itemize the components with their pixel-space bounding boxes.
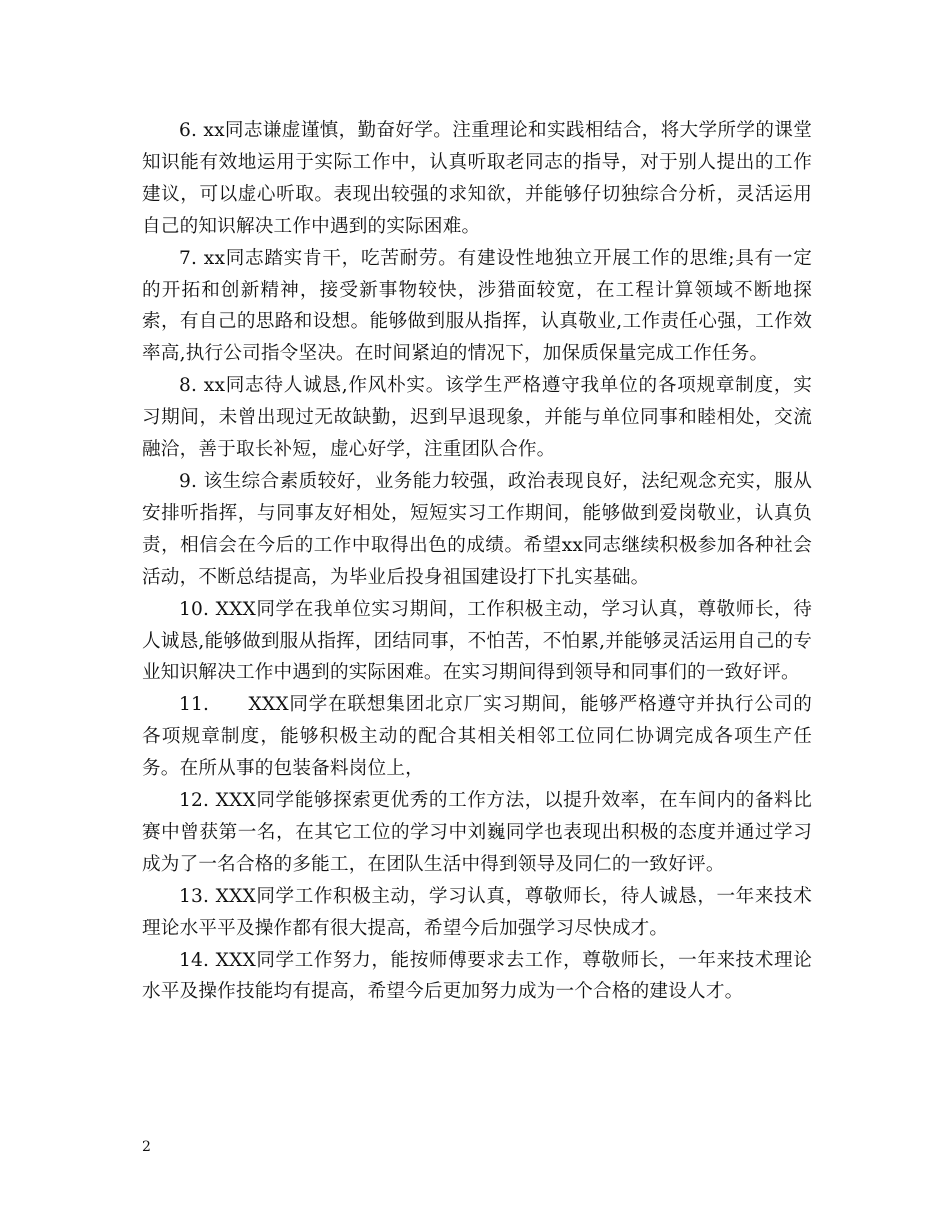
paragraph-12: 12. XXX同学能够探索更优秀的工作方法，以提升效率，在车间内的备料比赛中曾获第一名，在其它工位的学习中刘巍同学也表现出积极的态度并通过学习成为了一名合格的多能工，在团队生活中得到领导及同仁的一致好评。 — [142, 790, 812, 875]
paragraph-11: 11. XXX同学在联想集团北京厂实习期间，能够严格遵守并执行公司的各项规章制度，能够积极主动的配合其相关相邻工位同仁协调完成各项生产任务。在所从事的包装备料岗位上， — [142, 694, 812, 780]
paragraph-13: 13. XXX同学工作积极主动，学习认真，尊敬师长，待人诚恳，一年来技术理论水平平及操作都有很大提高，希望今后加强学习尽快成才。 — [142, 885, 812, 939]
page-number: 2 — [142, 1139, 151, 1155]
paragraph-14: 14. XXX同学工作努力，能按师傅要求去工作，尊敬师长，一年来技术理论水平及操作技能均有提高，希望今后更加努力成为一个合格的建设人才。 — [142, 949, 812, 1003]
paragraph-7: 7. xx同志踏实肯干，吃苦耐劳。有建设性地独立开展工作的思维;具有一定的开拓和创新精神，接受新事物较快，涉猎面较宽，在工程计算领域不断地探索，有自己的思路和设想。能够做到服从指挥，认真敬业,工作责任心强，工作效率高,执行公司指令坚决。在时间紧迫的情况下，加保质保量完成工作任务。 — [142, 247, 812, 365]
paragraph-8: 8. xx同志待人诚恳,作风朴实。该学生严格遵守我单位的各项规章制度，实习期间，未曾出现过无故缺勤，迟到早退现象，并能与单位同事和睦相处，交流融洽，善于取长补短，虚心好学，注重团队合作。 — [142, 375, 812, 461]
document-body — [142, 115, 812, 1008]
paragraph-10: 10. XXX同学在我单位实习期间，工作积极主动，学习认真，尊敬师长，待人诚恳,能够做到服从指挥，团结同事，不怕苦，不怕累,并能够灵活运用自己的专业知识解决工作中遇到的实际困难。在实习期间得到领导和同事们的一致好评。 — [142, 598, 813, 684]
paragraph-9: 9. 该生综合素质较好，业务能力较强，政治表现良好，法纪观念充实，服从安排听指挥，与同事友好相处，短短实习工作期间，能够做到爱岗敬业，认真负责，相信会在今后的工作中取得出色的成绩。希望xx同志继续积极参加各种社会活动，不断总结提高，为毕业后投身祖国建设打下扎实基础。 — [142, 470, 812, 588]
paragraph-6: 6. xx同志谦虚谨慎，勤奋好学。注重理论和实践相结合，将大学所学的课堂知识能有效地运用于实际工作中，认真听取老同志的指导，对于别人提出的工作建议，可以虚心听取。表现出较强的求知欲，并能够仔切独综合分析，灵活运用自己的知识解决工作中遇到的实际困难。 — [142, 120, 812, 237]
